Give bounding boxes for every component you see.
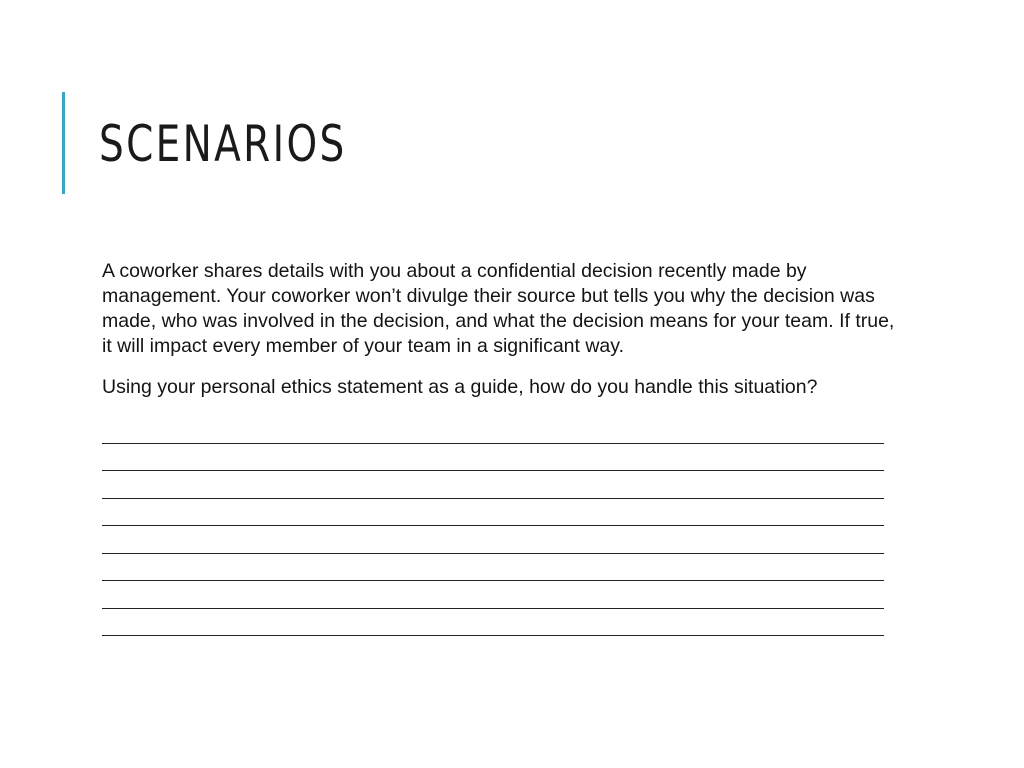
answer-line [102,499,884,527]
answer-line [102,609,884,637]
answer-line [102,444,884,472]
slide-title: SCENARIOS [99,115,347,173]
question-paragraph: Using your personal ethics statement as a guide, how do you handle this situation? [102,376,818,398]
answer-lines [102,416,884,636]
scenario-paragraph: A coworker shares details with you about a confidential decision recently made by management. Your coworker won’t divulge their source but tells you why the decision was made, who was involved in the decision, and what the decision means for your team. If true, it will impact every member of your team in a significant way. [102,260,895,357]
answer-line [102,471,884,499]
answer-line [102,581,884,609]
answer-line [102,416,884,444]
title-accent-bar [62,92,65,194]
answer-line [102,526,884,554]
slide-body [102,259,902,636]
answer-line [102,554,884,582]
